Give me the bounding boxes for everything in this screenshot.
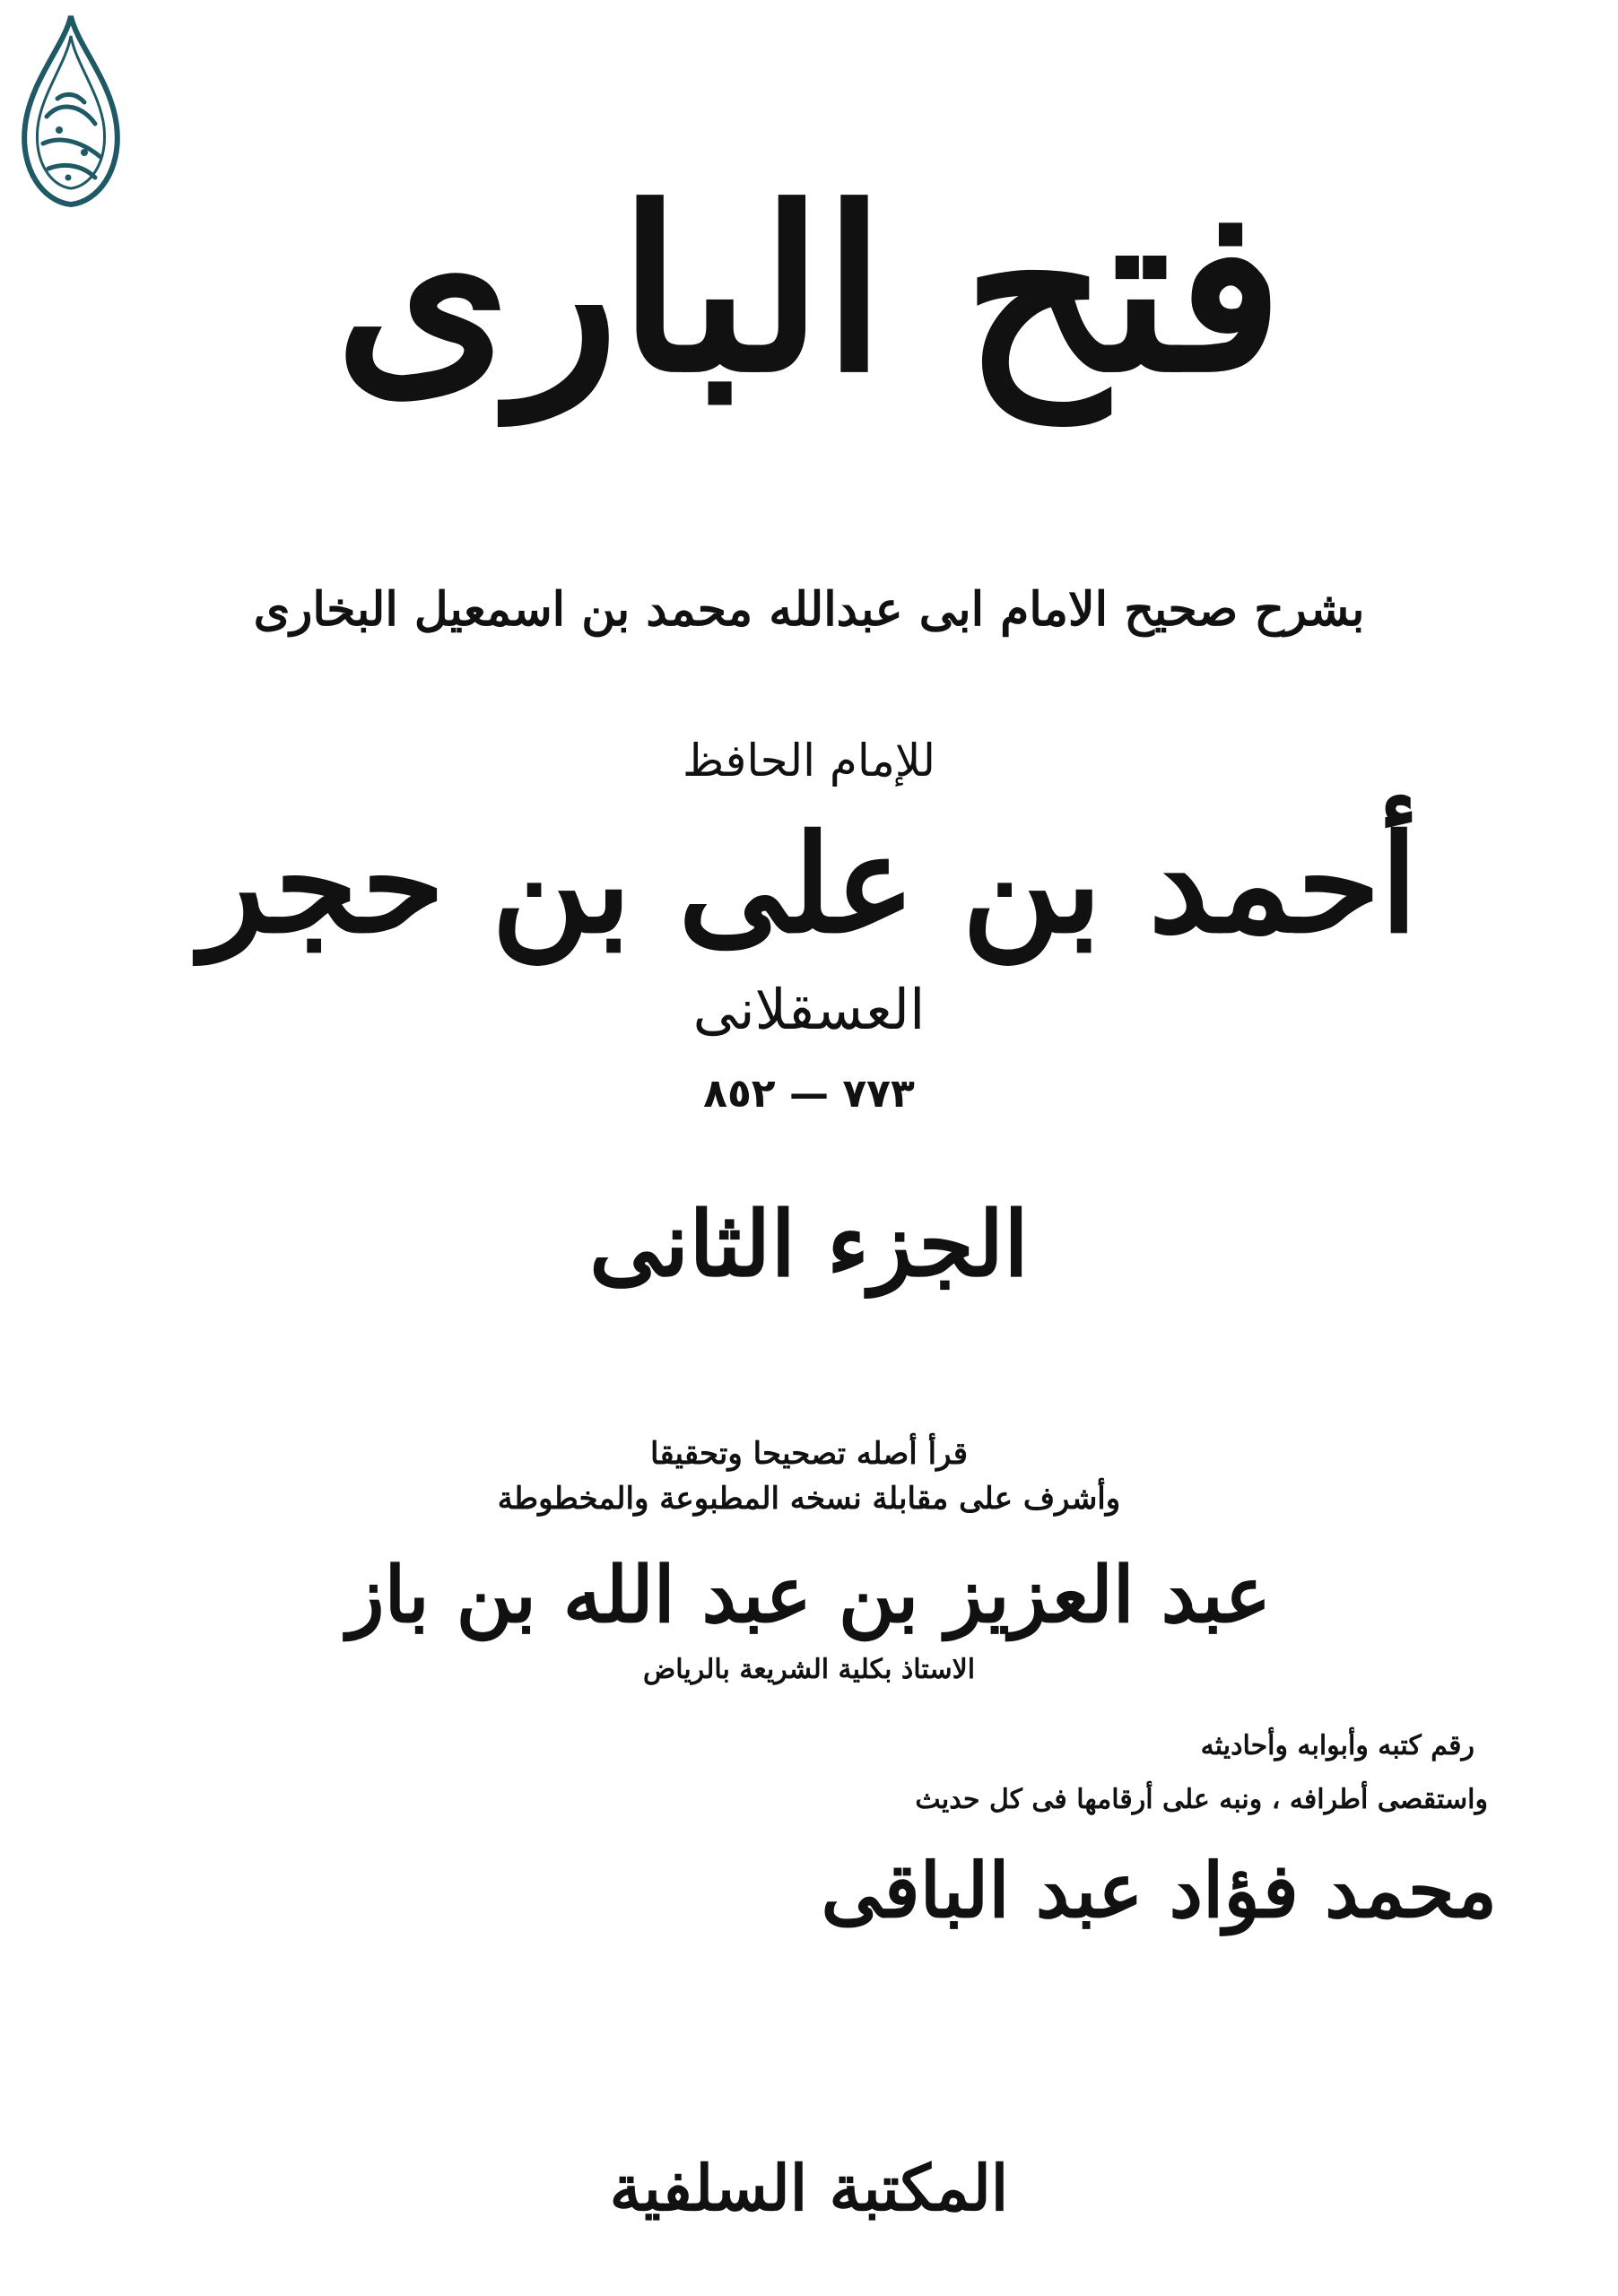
editor-title: الاستاذ بكلية الشريعة بالرياض [642,1654,976,1685]
author-dates: ٧٧٣ — ٨٥٢ [703,1071,915,1117]
book-title: فتح البارى [335,158,1283,422]
publisher-name: المكتبة السلفية [609,2151,1009,2225]
editor-note-line-2: وأشرف على مقابلة نسخه المطبوعة والمخطوطة [497,1481,1121,1517]
editor-note-line-1: قرأ أصله تصحيحا وتحقيقا [649,1436,969,1472]
numbering-editor-name: محمد فؤاد عبد الباقى [821,1846,1497,1935]
volume-label: الجزء الثانى [589,1191,1029,1297]
author-name: أحمد بن على بن حجر [200,805,1418,963]
author-prefix: للإمام الحافظ [683,735,935,787]
editor-name: عبد العزيز بن عبد الله بن باز [346,1550,1272,1640]
book-subtitle: بشرح صحيح الامام ابى عبدالله محمد بن اسمعيل البخارى [253,582,1365,637]
author-nisba: العسقلانى [692,977,926,1042]
numbering-note-line-2: واستقصى أطرافه ، ونبه على أرقامها فى كل حديث [915,1784,1488,1815]
numbering-note-line-1: رقم كتبه وأبوابه وأحاديثه [1200,1730,1474,1761]
